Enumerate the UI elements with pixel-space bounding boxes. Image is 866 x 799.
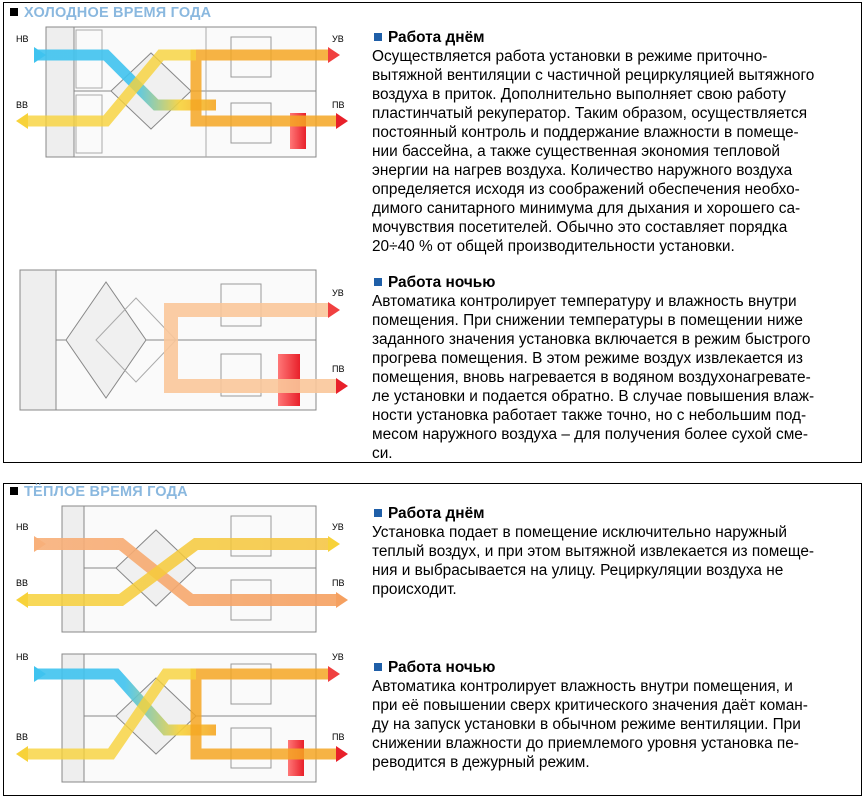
text-line: постоянный контроль и поддержание влажности в помеще- <box>372 124 799 141</box>
cold-day-diagram <box>6 25 356 167</box>
text-line: заданного значения установка включается в режим быстрого <box>372 331 811 348</box>
warm-night-diagram <box>6 652 356 792</box>
text-line: си. <box>372 445 393 462</box>
text-line: димого санитарного минимума для дыхания и хорошего са- <box>372 200 801 217</box>
blue-bullet-icon <box>374 509 382 517</box>
text-line: Автоматика контролирует влажность внутри помещения, и <box>372 678 793 695</box>
text-line: реводится в дежурный режим. <box>372 754 590 771</box>
warm-day-text <box>372 504 858 599</box>
text-line: снижении влажности до приемлемого уровня установка пе- <box>372 735 799 752</box>
text-line: теплый воздух, и при этом вытяжной извлекается из помеще- <box>372 543 815 560</box>
text-line: происходит. <box>372 581 457 598</box>
label-supply: ПВ <box>332 578 345 588</box>
warm-season-section <box>3 483 862 796</box>
label-supply: ПВ <box>332 100 345 110</box>
text-line: Осуществляется работа установки в режиме приточно- <box>372 48 768 65</box>
text-line: 20÷40 % от общей производительности установки. <box>372 238 735 255</box>
text-line: Автоматика контролирует температуру и влажность внутри <box>372 293 797 310</box>
label-supply: ПВ <box>332 364 345 374</box>
cold-night-diagram <box>6 268 356 418</box>
text-line: Установка подает в помещение исключительно наружный <box>372 524 787 541</box>
text-line: вытяжной вентиляции с частичной рециркуляцией вытяжного <box>372 67 815 84</box>
text-line: ле установки и подается обратно. В случае повышения влаж- <box>372 388 815 405</box>
warm-day-heading: Работа днём <box>372 504 858 523</box>
label-removed: УВ <box>332 34 344 44</box>
text-line: ния и выбрасывается на улицу. Рециркуляции воздуха не <box>372 562 784 579</box>
label-removed: УВ <box>332 652 344 662</box>
square-bullet-icon <box>10 487 18 495</box>
text-line: энергии на нагрев воздуха. Количество наружного воздуха <box>372 162 793 179</box>
text-line: ности установка работает также точно, но с небольшим под- <box>372 407 807 424</box>
cold-season-section <box>3 2 862 463</box>
warm-night-text <box>372 658 858 772</box>
text-line: ду на запуск установки в обычном режиме вентиляции. При <box>372 716 801 733</box>
text-line: помещения. При снижении температуры в помещении ниже <box>372 312 803 329</box>
text-line: мочувствия посетителей. Обычно это составляет порядка <box>372 219 788 236</box>
warm-day-diagram <box>6 504 356 639</box>
label-outdoor: НВ <box>16 34 29 44</box>
label-exhaust: ВВ <box>16 578 29 588</box>
cold-day-heading: Работа днём <box>372 28 858 47</box>
warm-season-title: ТЁПЛОЕ ВРЕМЯ ГОДА <box>10 484 188 500</box>
cold-season-title: ХОЛОДНОЕ ВРЕМЯ ГОДА <box>10 5 211 21</box>
text-line: помещения, вновь нагревается в водяном воздухонагревате- <box>372 369 811 386</box>
label-outdoor: НВ <box>16 652 29 662</box>
label-removed: УВ <box>332 288 344 298</box>
label-outdoor: НВ <box>16 522 29 532</box>
label-exhaust: ВВ <box>16 732 29 742</box>
text-line: воздуха в приток. Дополнительно выполняет свою работу <box>372 86 786 103</box>
blue-bullet-icon <box>374 33 382 41</box>
text-line: прогрева помещения. В этом режиме воздух извлекается из <box>372 350 803 367</box>
cold-night-text <box>372 273 858 463</box>
text-line: определяется исходя из соображений обеспечения необхо- <box>372 181 800 198</box>
text-line: пластинчатый рекуператор. Таким образом, осуществляется <box>372 105 808 122</box>
square-bullet-icon <box>10 8 18 16</box>
cold-day-text <box>372 28 858 256</box>
label-supply: ПВ <box>332 732 345 742</box>
cold-night-heading: Работа ночью <box>372 273 858 292</box>
warm-night-heading: Работа ночью <box>372 658 858 677</box>
text-line: нии бассейна, а также существенная экономия тепловой <box>372 143 781 160</box>
blue-bullet-icon <box>374 663 382 671</box>
blue-bullet-icon <box>374 278 382 286</box>
text-line: месом наружного воздуха – для получения более сухой сме- <box>372 426 808 443</box>
text-line: при её повышении сверх критического значения даёт коман- <box>372 697 808 714</box>
label-removed: УВ <box>332 522 344 532</box>
label-exhaust: ВВ <box>16 100 29 110</box>
